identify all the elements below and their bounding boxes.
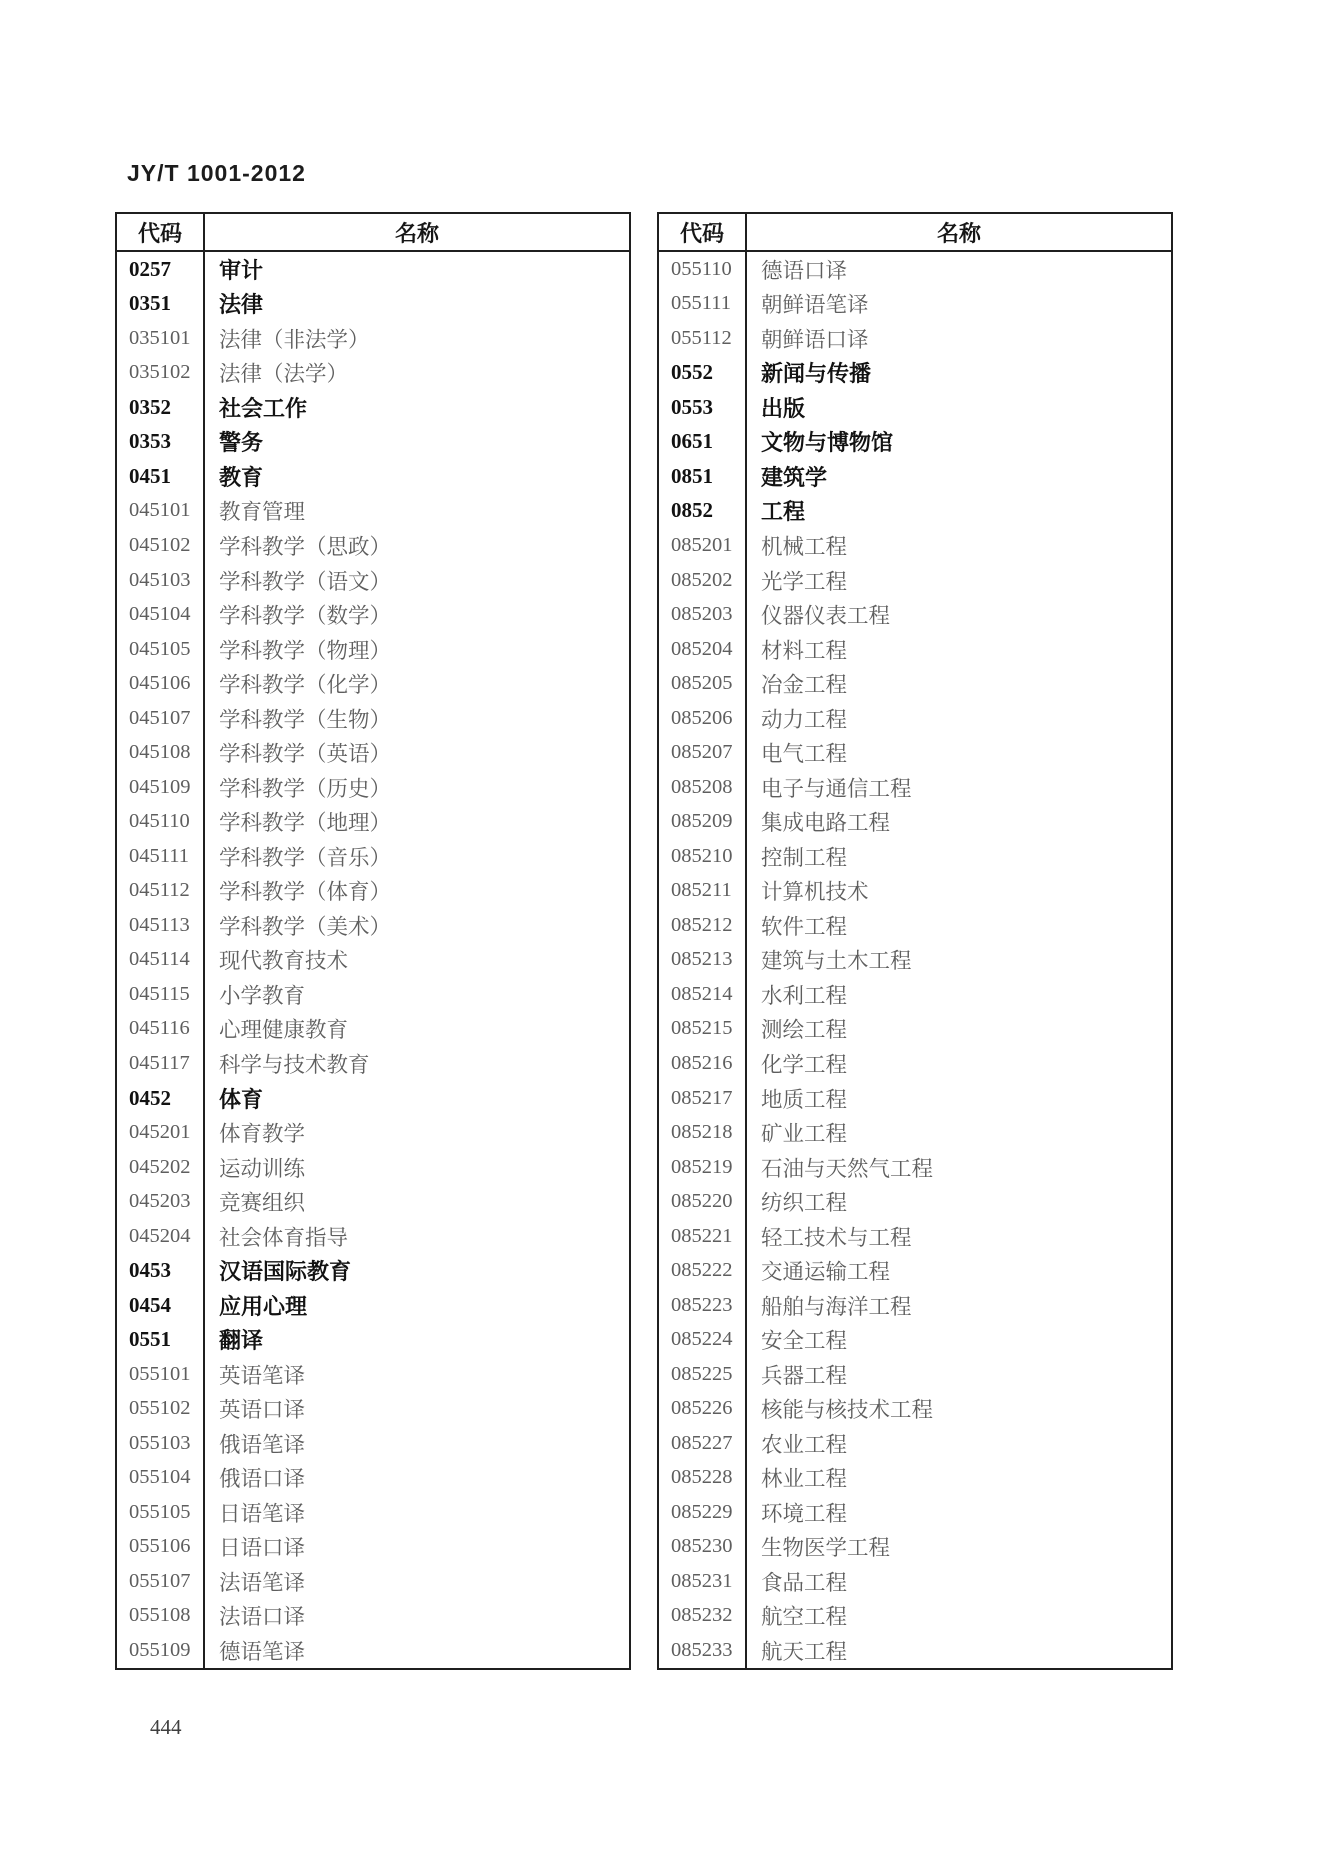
table-body (659, 252, 1171, 1668)
name-cell: 兵器工程 (761, 1363, 848, 1388)
code-cell: 085231 (659, 1564, 747, 1599)
name-cell: 法语口译 (219, 1605, 306, 1630)
name-cell: 英语口译 (219, 1398, 306, 1423)
column-header-code: 代码 (659, 214, 747, 250)
table-row (117, 287, 629, 322)
table-row (117, 597, 629, 632)
name-cell: 环境工程 (761, 1501, 848, 1526)
name-cell: 日语笔译 (219, 1501, 306, 1526)
name-cell: 体育 (219, 1086, 264, 1112)
name-cell: 测绘工程 (761, 1018, 848, 1043)
code-cell: 085210 (659, 839, 747, 874)
table-row (659, 321, 1171, 356)
table-row (117, 1150, 629, 1185)
code-cell: 085220 (659, 1184, 747, 1219)
name-cell: 建筑学 (761, 464, 828, 490)
code-cell: 085212 (659, 908, 747, 943)
code-cell: 085202 (659, 563, 747, 598)
table-row (659, 1150, 1171, 1185)
table-row (659, 908, 1171, 943)
code-cell: 085211 (659, 874, 747, 909)
table-row (659, 1322, 1171, 1357)
code-cell: 085233 (659, 1633, 747, 1668)
code-cell: 0553 (659, 390, 747, 425)
table-header-row (117, 214, 629, 252)
code-cell: 0852 (659, 494, 747, 529)
table-row (659, 356, 1171, 391)
table-row (659, 528, 1171, 563)
name-cell: 核能与核技术工程 (761, 1398, 934, 1423)
table-row (117, 1495, 629, 1530)
code-cell: 055107 (117, 1564, 205, 1599)
table-row (659, 1184, 1171, 1219)
table-row (117, 805, 629, 840)
code-cell: 055105 (117, 1495, 205, 1530)
code-cell: 085219 (659, 1150, 747, 1185)
code-cell: 045115 (117, 977, 205, 1012)
name-cell: 航空工程 (761, 1605, 848, 1630)
name-cell: 学科教学（英语） (219, 742, 392, 767)
name-cell: 林业工程 (761, 1467, 848, 1492)
code-cell: 085209 (659, 805, 747, 840)
code-cell: 055106 (117, 1530, 205, 1565)
code-cell: 085222 (659, 1253, 747, 1288)
table-row (659, 597, 1171, 632)
code-cell: 085232 (659, 1599, 747, 1634)
table-row (117, 770, 629, 805)
name-cell: 生物医学工程 (761, 1536, 891, 1561)
code-cell: 085206 (659, 701, 747, 736)
code-cell: 055103 (117, 1426, 205, 1461)
table-row (117, 666, 629, 701)
table-row (659, 1357, 1171, 1392)
table-row (117, 874, 629, 909)
name-cell: 纺织工程 (761, 1191, 848, 1216)
code-cell: 0352 (117, 390, 205, 425)
code-cell: 045201 (117, 1115, 205, 1150)
table-row (117, 735, 629, 770)
code-cell: 055104 (117, 1461, 205, 1496)
code-cell: 085207 (659, 735, 747, 770)
name-cell: 德语口译 (761, 258, 848, 283)
name-cell: 集成电路工程 (761, 811, 891, 836)
name-cell: 学科教学（地理） (219, 811, 392, 836)
table-row (659, 1115, 1171, 1150)
table-row (659, 701, 1171, 736)
table-row (117, 356, 629, 391)
code-cell: 0551 (117, 1322, 205, 1357)
name-cell: 学科教学（体育） (219, 880, 392, 905)
table-row (659, 1081, 1171, 1116)
name-cell: 教育 (219, 464, 264, 490)
page-number: 444 (150, 1715, 182, 1739)
name-cell: 英语笔译 (219, 1363, 306, 1388)
table-row (659, 1461, 1171, 1496)
code-cell: 085226 (659, 1392, 747, 1427)
name-cell: 电子与通信工程 (761, 776, 912, 801)
code-cell: 085204 (659, 632, 747, 667)
name-cell: 心理健康教育 (219, 1018, 349, 1043)
name-cell: 体育教学 (219, 1122, 306, 1147)
table-header-row (659, 214, 1171, 252)
table-row (117, 459, 629, 494)
table-row (659, 1599, 1171, 1634)
table-row (659, 563, 1171, 598)
table-row (659, 459, 1171, 494)
name-cell: 俄语口译 (219, 1467, 306, 1492)
table-row (659, 494, 1171, 529)
code-cell: 0452 (117, 1081, 205, 1116)
name-cell: 俄语笔译 (219, 1432, 306, 1457)
table-row (117, 1253, 629, 1288)
name-cell: 学科教学（思政） (219, 535, 392, 560)
name-cell: 学科教学（数学） (219, 604, 392, 629)
table-row (117, 1564, 629, 1599)
table-row (117, 1012, 629, 1047)
name-cell: 学科教学（生物） (219, 707, 392, 732)
code-cell: 0353 (117, 425, 205, 460)
table-row (659, 1633, 1171, 1668)
name-cell: 计算机技术 (761, 880, 869, 905)
name-cell: 出版 (761, 395, 806, 421)
code-cell: 0454 (117, 1288, 205, 1323)
code-cell: 055110 (659, 252, 747, 287)
name-cell: 工程 (761, 499, 806, 525)
table-row (117, 1322, 629, 1357)
code-cell: 0651 (659, 425, 747, 460)
table-row (117, 839, 629, 874)
code-cell: 045114 (117, 943, 205, 978)
table-row (117, 252, 629, 287)
code-cell: 085225 (659, 1357, 747, 1392)
table-row (659, 943, 1171, 978)
table-row (117, 1357, 629, 1392)
code-cell: 085221 (659, 1219, 747, 1254)
table-row (659, 1564, 1171, 1599)
code-cell: 085229 (659, 1495, 747, 1530)
code-cell: 085217 (659, 1081, 747, 1116)
code-cell: 085224 (659, 1322, 747, 1357)
table-row (659, 666, 1171, 701)
code-cell: 055101 (117, 1357, 205, 1392)
code-cell: 055109 (117, 1633, 205, 1668)
table-row (659, 252, 1171, 287)
table-row (659, 735, 1171, 770)
name-cell: 轻工技术与工程 (761, 1225, 912, 1250)
code-cell: 035102 (117, 356, 205, 391)
name-cell: 冶金工程 (761, 673, 848, 698)
code-cell: 085213 (659, 943, 747, 978)
code-cell: 045113 (117, 908, 205, 943)
table-row (659, 1219, 1171, 1254)
code-cell: 045112 (117, 874, 205, 909)
name-cell: 控制工程 (761, 845, 848, 870)
code-cell: 055112 (659, 321, 747, 356)
name-cell: 建筑与土木工程 (761, 949, 912, 974)
table-row (117, 1392, 629, 1427)
name-cell: 动力工程 (761, 707, 848, 732)
code-cell: 045103 (117, 563, 205, 598)
table-row (117, 321, 629, 356)
name-cell: 应用心理 (219, 1293, 308, 1319)
code-cell: 085228 (659, 1461, 747, 1496)
name-cell: 软件工程 (761, 914, 848, 939)
table-row (117, 1288, 629, 1323)
code-cell: 045101 (117, 494, 205, 529)
name-cell: 社会工作 (219, 395, 308, 421)
code-cell: 055102 (117, 1392, 205, 1427)
code-cell: 045107 (117, 701, 205, 736)
name-cell: 警务 (219, 430, 264, 456)
table-row (659, 1392, 1171, 1427)
code-cell: 045203 (117, 1184, 205, 1219)
table-row (117, 1046, 629, 1081)
code-cell: 055108 (117, 1599, 205, 1634)
code-cell: 085230 (659, 1530, 747, 1565)
code-cell: 0257 (117, 252, 205, 287)
code-cell: 085216 (659, 1046, 747, 1081)
table-row (659, 839, 1171, 874)
table-row (117, 425, 629, 460)
table-row (117, 563, 629, 598)
column-header-name: 名称 (936, 220, 981, 246)
name-cell: 矿业工程 (761, 1122, 848, 1147)
table-row (117, 1115, 629, 1150)
code-cell: 045202 (117, 1150, 205, 1185)
name-cell: 现代教育技术 (219, 949, 349, 974)
code-cell: 045108 (117, 735, 205, 770)
table-row (117, 1219, 629, 1254)
name-cell: 翻译 (219, 1328, 264, 1354)
table-row (117, 494, 629, 529)
name-cell: 船舶与海洋工程 (761, 1294, 912, 1319)
name-cell: 竞赛组织 (219, 1191, 306, 1216)
name-cell: 新闻与传播 (761, 361, 872, 387)
table-row (117, 1426, 629, 1461)
name-cell: 农业工程 (761, 1432, 848, 1457)
name-cell: 学科教学（音乐） (219, 845, 392, 870)
code-cell: 045117 (117, 1046, 205, 1081)
code-cell: 085208 (659, 770, 747, 805)
code-cell: 035101 (117, 321, 205, 356)
table-row (659, 632, 1171, 667)
code-cell: 085223 (659, 1288, 747, 1323)
name-cell: 水利工程 (761, 983, 848, 1008)
column-header-code: 代码 (117, 214, 205, 250)
code-cell: 085214 (659, 977, 747, 1012)
code-cell: 0851 (659, 459, 747, 494)
code-cell: 085201 (659, 528, 747, 563)
name-cell: 地质工程 (761, 1087, 848, 1112)
table-row (117, 1184, 629, 1219)
name-cell: 审计 (219, 257, 264, 283)
code-cell: 085227 (659, 1426, 747, 1461)
table-row (117, 908, 629, 943)
code-table-right (657, 212, 1173, 1670)
table-row (117, 632, 629, 667)
table-row (659, 287, 1171, 322)
name-cell: 朝鲜语笔译 (761, 293, 869, 318)
name-cell: 法律（法学） (219, 362, 349, 387)
name-cell: 法律（非法学） (219, 327, 370, 352)
name-cell: 电气工程 (761, 742, 848, 767)
name-cell: 科学与技术教育 (219, 1052, 370, 1077)
name-cell: 社会体育指导 (219, 1225, 349, 1250)
name-cell: 教育管理 (219, 500, 306, 525)
table-row (117, 1599, 629, 1634)
name-cell: 学科教学（历史） (219, 776, 392, 801)
table-row (117, 1530, 629, 1565)
name-cell: 运动训练 (219, 1156, 306, 1181)
name-cell: 航天工程 (761, 1640, 848, 1665)
name-cell: 朝鲜语口译 (761, 327, 869, 352)
table-row (117, 1633, 629, 1668)
code-cell: 045106 (117, 666, 205, 701)
name-cell: 学科教学（美术） (219, 914, 392, 939)
table-row (659, 390, 1171, 425)
name-cell: 机械工程 (761, 535, 848, 560)
code-cell: 045116 (117, 1012, 205, 1047)
table-row (659, 805, 1171, 840)
table-row (659, 874, 1171, 909)
code-cell: 045204 (117, 1219, 205, 1254)
name-cell: 仪器仪表工程 (761, 604, 891, 629)
name-cell: 学科教学（物理） (219, 638, 392, 663)
code-cell: 055111 (659, 287, 747, 322)
table-body (117, 252, 629, 1668)
name-cell: 材料工程 (761, 638, 848, 663)
table-row (659, 977, 1171, 1012)
code-cell: 045111 (117, 839, 205, 874)
name-cell: 汉语国际教育 (219, 1259, 352, 1285)
code-cell: 085203 (659, 597, 747, 632)
code-cell: 045110 (117, 805, 205, 840)
name-cell: 法律 (219, 292, 264, 318)
table-row (117, 1461, 629, 1496)
table-row (659, 1495, 1171, 1530)
code-cell: 0453 (117, 1253, 205, 1288)
table-row (659, 425, 1171, 460)
code-cell: 085218 (659, 1115, 747, 1150)
code-cell: 0451 (117, 459, 205, 494)
table-row (659, 1012, 1171, 1047)
table-row (117, 390, 629, 425)
name-cell: 食品工程 (761, 1570, 848, 1595)
table-row (659, 1288, 1171, 1323)
table-row (659, 1046, 1171, 1081)
name-cell: 德语笔译 (219, 1640, 306, 1665)
code-table-left (115, 212, 631, 1670)
table-row (659, 1253, 1171, 1288)
code-cell: 045109 (117, 770, 205, 805)
table-row (117, 701, 629, 736)
name-cell: 学科教学（化学） (219, 673, 392, 698)
code-cell: 045104 (117, 597, 205, 632)
code-cell: 0552 (659, 356, 747, 391)
code-cell: 045105 (117, 632, 205, 667)
code-cell: 0351 (117, 287, 205, 322)
code-cell: 085215 (659, 1012, 747, 1047)
name-cell: 文物与博物馆 (761, 430, 894, 456)
name-cell: 光学工程 (761, 569, 848, 594)
table-row (117, 943, 629, 978)
column-header-name: 名称 (394, 220, 439, 246)
name-cell: 小学教育 (219, 983, 306, 1008)
name-cell: 石油与天然气工程 (761, 1156, 934, 1181)
name-cell: 法语笔译 (219, 1570, 306, 1595)
table-row (117, 1081, 629, 1116)
name-cell: 学科教学（语文） (219, 569, 392, 594)
code-cell: 045102 (117, 528, 205, 563)
table-row (659, 1426, 1171, 1461)
standard-number-title: JY/T 1001-2012 (127, 160, 306, 186)
table-row (659, 1530, 1171, 1565)
table-row (117, 528, 629, 563)
table-row (117, 977, 629, 1012)
table-row (659, 770, 1171, 805)
name-cell: 化学工程 (761, 1052, 848, 1077)
name-cell: 交通运输工程 (761, 1260, 891, 1285)
code-cell: 085205 (659, 666, 747, 701)
name-cell: 日语口译 (219, 1536, 306, 1561)
name-cell: 安全工程 (761, 1329, 848, 1354)
